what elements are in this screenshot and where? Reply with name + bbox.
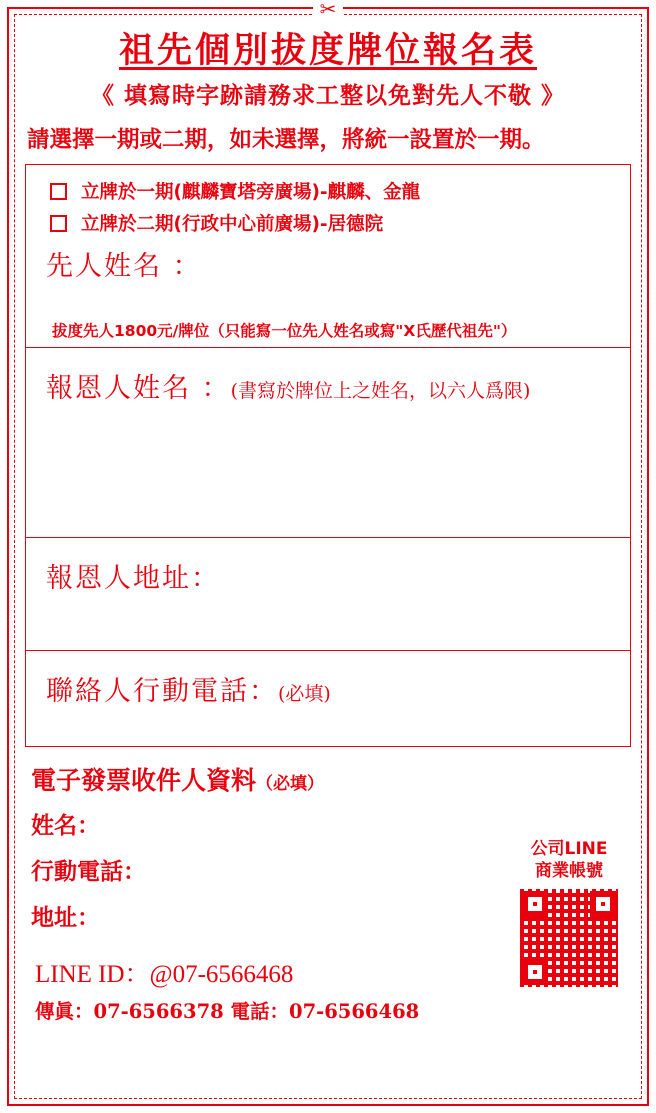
invoice-address-label: 地址： [31,905,100,932]
checkbox-phase-2[interactable] [50,215,67,232]
line-id-text: LINE ID：@07-6566468 [35,961,294,989]
form-page [7,0,649,1106]
page-subtitle: 《 填寫時字跡請務求工整以免對先人不敬 》 [90,83,565,110]
scissors-icon: ✂ [313,0,343,20]
contact-phone-hint: (必填) [278,683,331,706]
option-label-phase-1: 立牌於一期(麒麟寶塔旁廣場)-麒麟、金龍 [81,182,421,204]
donor-name-label-text: 報恩人姓名 ： [46,373,231,405]
ancestor-name-label: 先人姓名 ： [46,251,202,283]
page-title: 祖先個別拔度牌位報名表 [118,30,537,71]
qr-caption-line1: 公司LINE [530,839,608,860]
contact-phone-label-text: 聯絡人行動電話： [46,676,278,708]
donor-address-label: 報恩人地址： [46,563,220,595]
qr-finder-bottom-left [522,959,548,985]
donor-name-label [46,366,618,405]
section-contact-phone [25,651,631,747]
donor-name-hint: (書寫於牌位上之姓名，以六人爲限) [230,380,531,403]
option-row-phase-2[interactable] [50,210,618,236]
selection-notice: 請選擇一期或二期，如未選擇，將統一設置於一期。 [27,127,545,154]
donor-name-input[interactable] [38,409,618,529]
invoice-mobile-label: 行動電話： [31,859,146,886]
donor-address-input[interactable] [38,599,618,649]
checkbox-phase-1[interactable] [50,183,67,200]
qr-code-icon [517,886,621,990]
invoice-heading-text: 電子發票收件人資料 [31,766,257,796]
contact-phone-label [46,669,618,708]
option-row-phase-1[interactable] [50,178,618,204]
section-donor-address [25,538,631,651]
invoice-name-row[interactable] [31,807,627,840]
contact-phone-input[interactable] [38,712,618,748]
invoice-heading-note: （必填） [256,774,325,795]
option-label-phase-2: 立牌於二期(行政中心前廣場)-居德院 [81,214,384,236]
invoice-name-label: 姓名： [31,813,100,840]
section-donor-names [25,348,631,538]
qr-caption-line2: 商業帳號 [535,860,603,881]
qr-caption [513,839,625,882]
line-qr-block [513,839,625,990]
invoice-heading [31,761,627,797]
ancestor-name-input[interactable] [38,287,618,309]
invoice-section [25,761,631,1024]
form-content [9,9,647,1024]
section-options-and-ancestor [25,164,631,348]
price-note: 拔度先人1800元/牌位（只能寫一位先人姓名或寫"X氏歷代祖先"） [52,322,517,341]
fax-phone-text: 傳眞：07-6566378 電話：07-6566468 [35,1000,420,1024]
